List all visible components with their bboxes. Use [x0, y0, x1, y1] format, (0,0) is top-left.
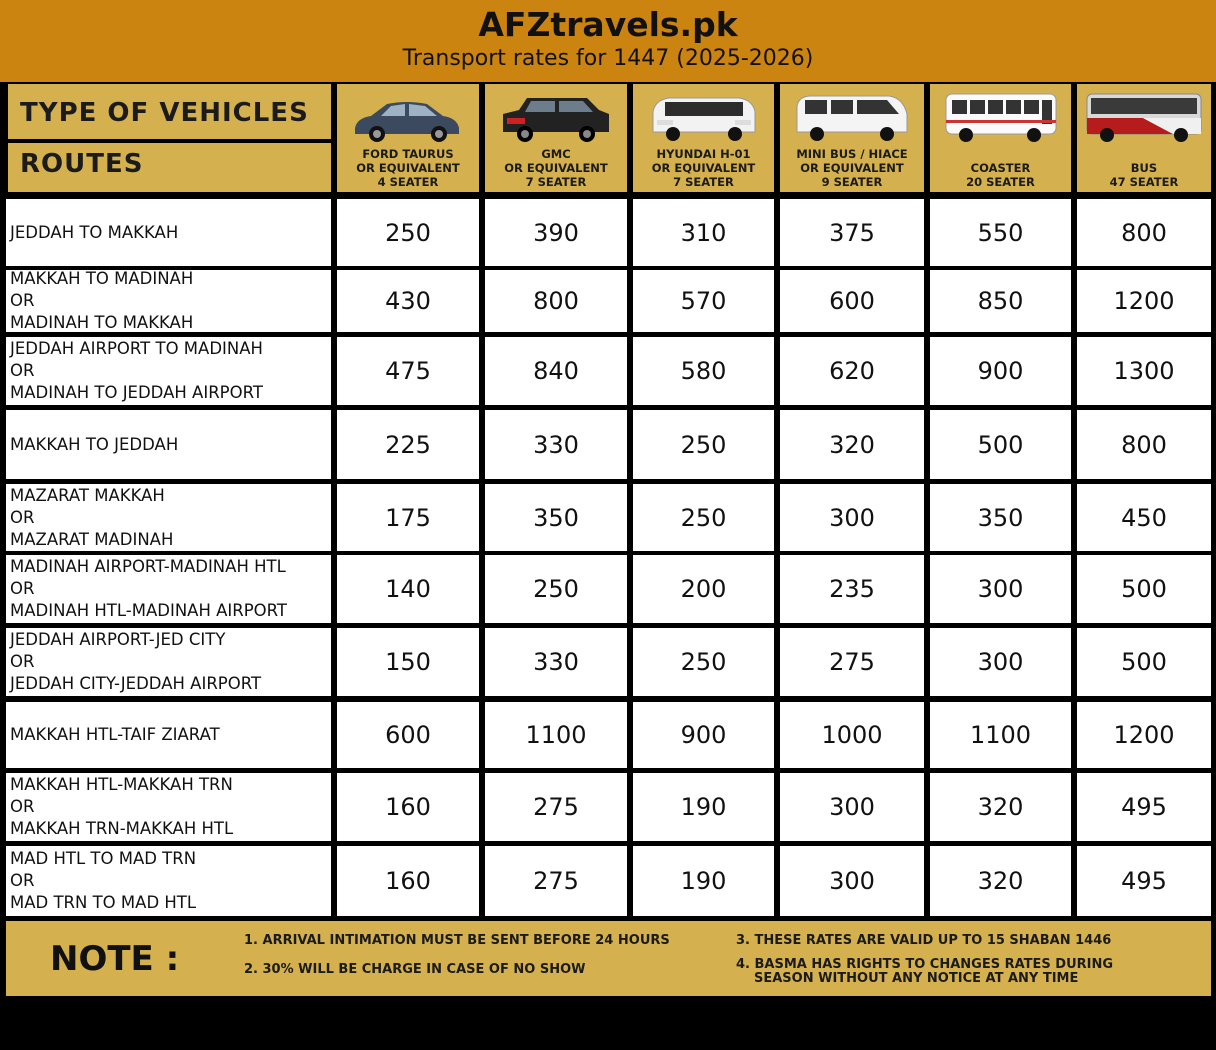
price-cell: 800 — [1077, 410, 1211, 479]
minibus-icon — [791, 88, 913, 148]
price-cell: 350 — [930, 484, 1071, 551]
route-line: MAZARAT MADINAH — [10, 529, 174, 549]
route-cell — [6, 337, 331, 405]
route-line: MADINAH TO JEDDAH AIRPORT — [10, 383, 263, 402]
price-cell: 430 — [337, 270, 479, 332]
price-cell: 1000 — [780, 702, 924, 768]
route-line: JEDDAH AIRPORT TO MADINAH — [10, 339, 263, 358]
price-cell: 160 — [337, 846, 479, 916]
vehicle-name-line: 4 SEATER — [377, 175, 439, 189]
price-cell: 250 — [633, 410, 774, 479]
vehicle-name — [780, 147, 924, 189]
vehicle-name — [485, 147, 627, 189]
vehicle-header-5 — [930, 84, 1071, 192]
price-cell: 225 — [337, 410, 479, 479]
price-cell: 200 — [633, 555, 774, 623]
vehicle-name — [633, 147, 774, 189]
site-title: AFZtravels.pk — [478, 5, 738, 44]
route-line: MADINAH TO MAKKAH — [10, 313, 194, 332]
vehicle-name-line: 7 SEATER — [525, 175, 587, 189]
route-line: OR — [10, 361, 35, 380]
price-cell: 300 — [780, 484, 924, 551]
route-line: MAKKAH TO JEDDAH — [10, 434, 179, 454]
price-cell: 1200 — [1077, 702, 1211, 768]
page-subtitle: Transport rates for 1447 (2025-2026) — [402, 46, 814, 71]
price-cell: 450 — [1077, 484, 1211, 551]
vehicle-name-line: 9 SEATER — [821, 175, 883, 189]
route-cell — [6, 846, 331, 916]
price-cell: 250 — [337, 199, 479, 266]
price-cell: 330 — [485, 628, 627, 696]
vehicle-name-line: 47 SEATER — [1109, 175, 1179, 189]
route-line: JEDDAH CITY-JEDDAH AIRPORT — [10, 674, 262, 693]
price-cell: 190 — [633, 773, 774, 841]
vehicle-name-line: OR EQUIVALENT — [651, 161, 756, 175]
price-cell: 250 — [633, 484, 774, 551]
price-cell: 300 — [930, 628, 1071, 696]
price-cell: 900 — [633, 702, 774, 768]
route-line: OR — [10, 871, 35, 890]
routes-header-cell — [8, 143, 331, 192]
price-cell: 140 — [337, 555, 479, 623]
price-cell: 840 — [485, 337, 627, 405]
price-cell: 620 — [780, 337, 924, 405]
route-cell — [6, 484, 331, 551]
price-cell: 600 — [780, 270, 924, 332]
vehicle-name-line: COASTER — [970, 161, 1031, 175]
route-line: MAZARAT MAKKAH — [10, 485, 165, 505]
route-line: MAKKAH TRN-MAKKAH HTL — [10, 819, 234, 838]
header-banner — [0, 0, 1216, 82]
price-cell: 390 — [485, 199, 627, 266]
route-line: MAKKAH HTL-MAKKAH TRN — [10, 775, 233, 794]
route-line: OR — [10, 507, 35, 527]
route-line: MAD HTL TO MAD TRN — [10, 849, 197, 868]
route-line: MAKKAH HTL-TAIF ZIARAT — [10, 725, 220, 744]
route-line: JEDDAH TO MAKKAH — [10, 222, 179, 242]
price-cell: 320 — [780, 410, 924, 479]
suv-icon — [495, 88, 617, 148]
note-item-3: 3. THESE RATES ARE VALID UP TO 15 SHABAN 1446 — [736, 933, 1112, 948]
vehicle-name-line: 20 SEATER — [966, 175, 1035, 189]
route-cell — [6, 702, 331, 768]
vehicle-header-1 — [337, 84, 479, 192]
vehicle-header-6 — [1077, 84, 1211, 192]
price-cell: 500 — [1077, 628, 1211, 696]
price-cell: 300 — [780, 846, 924, 916]
sedan-car-icon — [347, 88, 469, 148]
price-cell: 500 — [1077, 555, 1211, 623]
price-cell: 475 — [337, 337, 479, 405]
vehicle-name-line: GMC — [541, 147, 571, 161]
price-cell: 300 — [930, 555, 1071, 623]
route-cell — [6, 410, 331, 479]
route-line: OR — [10, 652, 35, 671]
price-cell: 600 — [337, 702, 479, 768]
price-cell: 160 — [337, 773, 479, 841]
price-cell: 1100 — [485, 702, 627, 768]
route-cell — [6, 628, 331, 696]
price-cell: 320 — [930, 846, 1071, 916]
price-cell: 1300 — [1077, 337, 1211, 405]
note-item-2: 2. 30% WILL BE CHARGE IN CASE OF NO SHOW — [244, 962, 586, 977]
price-cell: 375 — [780, 199, 924, 266]
vehicle-name-line: OR EQUIVALENT — [800, 161, 904, 175]
route-line: MADINAH HTL-MADINAH AIRPORT — [10, 601, 287, 620]
bus-icon — [1083, 88, 1205, 148]
price-cell: 350 — [485, 484, 627, 551]
vehicle-header-4 — [780, 84, 924, 192]
price-cell: 320 — [930, 773, 1071, 841]
price-cell: 275 — [485, 773, 627, 841]
vehicle-name-line: FORD TAURUS — [362, 147, 454, 161]
price-cell: 495 — [1077, 773, 1211, 841]
type-of-vehicles-cell — [8, 84, 331, 139]
price-cell: 900 — [930, 337, 1071, 405]
rates-table — [0, 82, 1216, 1050]
price-cell: 500 — [930, 410, 1071, 479]
price-cell: 275 — [485, 846, 627, 916]
route-line: OR — [10, 291, 35, 310]
vehicle-name-line: OR EQUIVALENT — [356, 161, 460, 175]
route-cell — [6, 555, 331, 623]
route-cell — [6, 773, 331, 841]
note-item-4-continued: SEASON WITHOUT ANY NOTICE AT ANY TIME — [754, 971, 1079, 986]
vehicle-name-line: HYUNDAI H-01 — [656, 147, 751, 161]
price-cell: 310 — [633, 199, 774, 266]
vehicle-name — [337, 147, 479, 189]
price-cell: 175 — [337, 484, 479, 551]
route-cell — [6, 270, 331, 332]
type-of-vehicles-label: TYPE OF VEHICLES — [20, 98, 309, 128]
price-cell: 800 — [485, 270, 627, 332]
routes-label: ROUTES — [20, 149, 144, 179]
vehicle-name-line: OR EQUIVALENT — [504, 161, 608, 175]
price-cell: 150 — [337, 628, 479, 696]
price-cell: 800 — [1077, 199, 1211, 266]
route-cell — [6, 199, 331, 266]
route-line: OR — [10, 797, 35, 816]
price-cell: 580 — [633, 337, 774, 405]
route-line: MAD TRN TO MAD HTL — [10, 893, 197, 912]
vehicle-header-2 — [485, 84, 627, 192]
price-cell: 570 — [633, 270, 774, 332]
route-line: MADINAH AIRPORT-MADINAH HTL — [10, 557, 286, 576]
price-cell: 275 — [780, 628, 924, 696]
vehicle-name — [1077, 161, 1211, 189]
route-line: MAKKAH TO MADINAH — [10, 269, 194, 288]
price-cell: 1100 — [930, 702, 1071, 768]
price-cell: 250 — [485, 555, 627, 623]
vehicle-header-3 — [633, 84, 774, 192]
price-cell: 190 — [633, 846, 774, 916]
route-line: OR — [10, 579, 35, 598]
note-item-1: 1. ARRIVAL INTIMATION MUST BE SENT BEFORE 24 HOURS — [244, 933, 670, 948]
price-cell: 330 — [485, 410, 627, 479]
price-cell: 1200 — [1077, 270, 1211, 332]
price-cell: 300 — [780, 773, 924, 841]
note-item-4: 4. BASMA HAS RIGHTS TO CHANGES RATES DURING — [736, 957, 1114, 972]
price-cell: 235 — [780, 555, 924, 623]
price-cell: 250 — [633, 628, 774, 696]
price-cell: 550 — [930, 199, 1071, 266]
vehicle-name-line: 7 SEATER — [673, 175, 734, 189]
coaster-icon — [940, 88, 1062, 148]
note-box — [6, 921, 1211, 996]
price-cell: 850 — [930, 270, 1071, 332]
van-icon — [643, 88, 765, 148]
note-title: NOTE : — [50, 939, 180, 979]
vehicle-name — [930, 161, 1071, 189]
price-cell: 495 — [1077, 846, 1211, 916]
route-line: JEDDAH AIRPORT-JED CITY — [10, 630, 226, 649]
vehicle-name-line: BUS — [1130, 161, 1158, 175]
vehicle-name-line: MINI BUS / HIACE — [796, 147, 908, 161]
